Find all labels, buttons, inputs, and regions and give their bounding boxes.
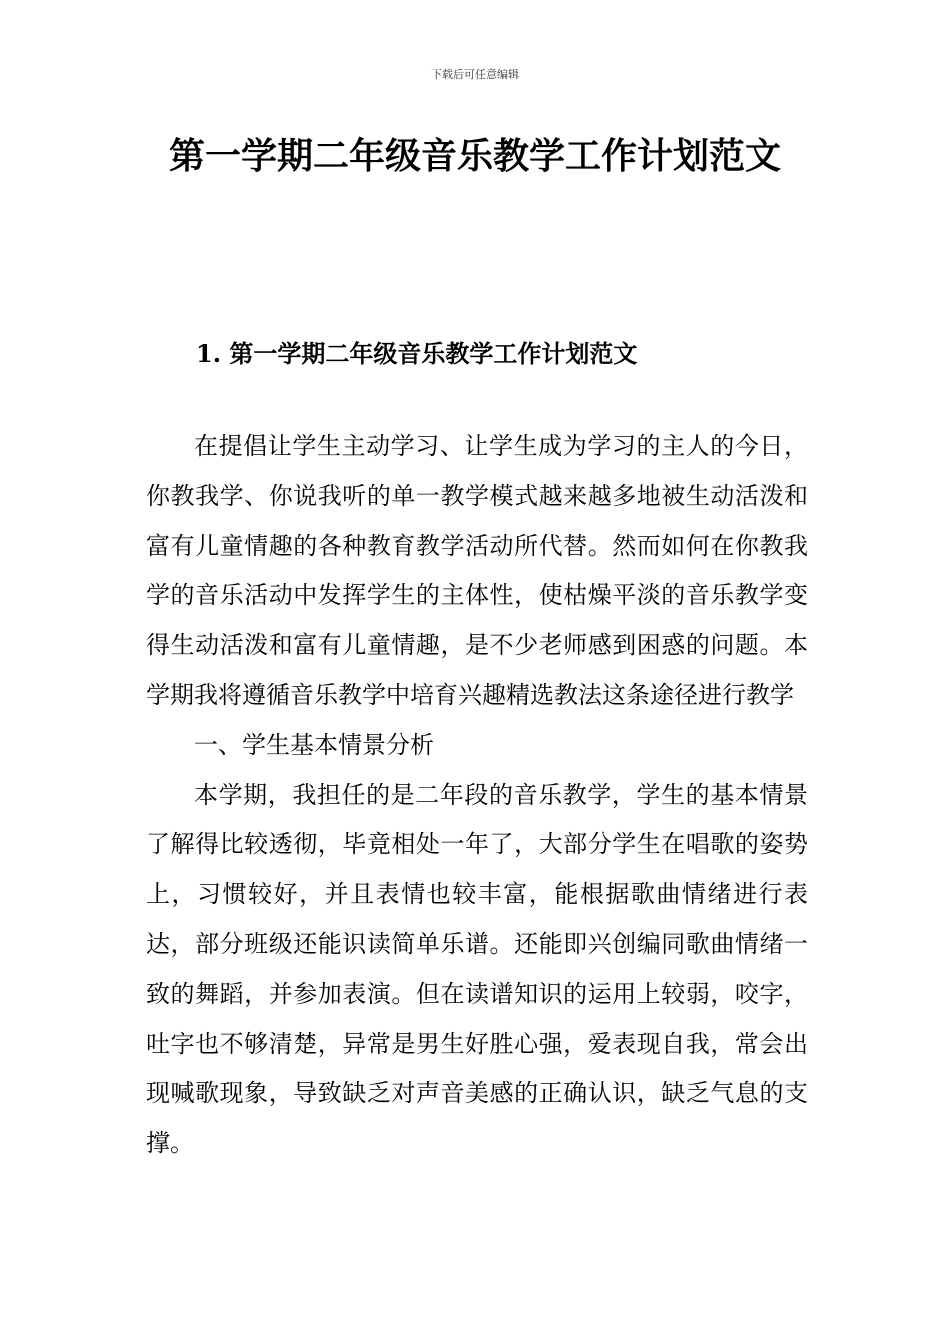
document-title: 第一学期二年级音乐教学工作计划范文 [168, 136, 781, 177]
subheading-student-analysis: 一、学生基本情景分析 [194, 730, 434, 759]
paragraph-student-analysis: 本学期，我担任的是二年段的音乐教学，学生的基本情景了解得比较透彻，毕竟相处一年了，大部分学生在唱歌的姿势上，习惯较好，并且表情也较丰富，能根据歌曲情绪进行表达，部分班级还能识读简单乐谱。还能即兴创编同歌曲情绪一致的舞蹈，并参加表演。但在读谱知识的运用上较弱，咬字，吐字也不够清楚，异常是男生好胜心强，爱表现自我，常会出现喊歌现象，导致缺乏对声音美感的正确认识，缺乏气息的支撑。 [146, 780, 808, 1158]
paragraph-intro: 在提倡让学生主动学习、让学生成为学习的主人的今日，你教我学、你说我听的单一教学模式越来越多地被生动活泼和富有儿童情趣的各种教育教学活动所代替。然而如何在你教我学的音乐活动中发挥学生的主体性，使枯燥平淡的音乐教学变得生动活泼和富有儿童情趣，是不少老师感到困惑的问题。本学期我将遵循音乐教学中培育兴趣精选教法这条途径进行教学 [146, 432, 808, 709]
header-note: 下载后可任意编辑 [431, 68, 519, 81]
document-body [146, 422, 808, 1169]
section-heading: 1. 第一学期二年级音乐教学工作计划范文 [196, 339, 638, 368]
